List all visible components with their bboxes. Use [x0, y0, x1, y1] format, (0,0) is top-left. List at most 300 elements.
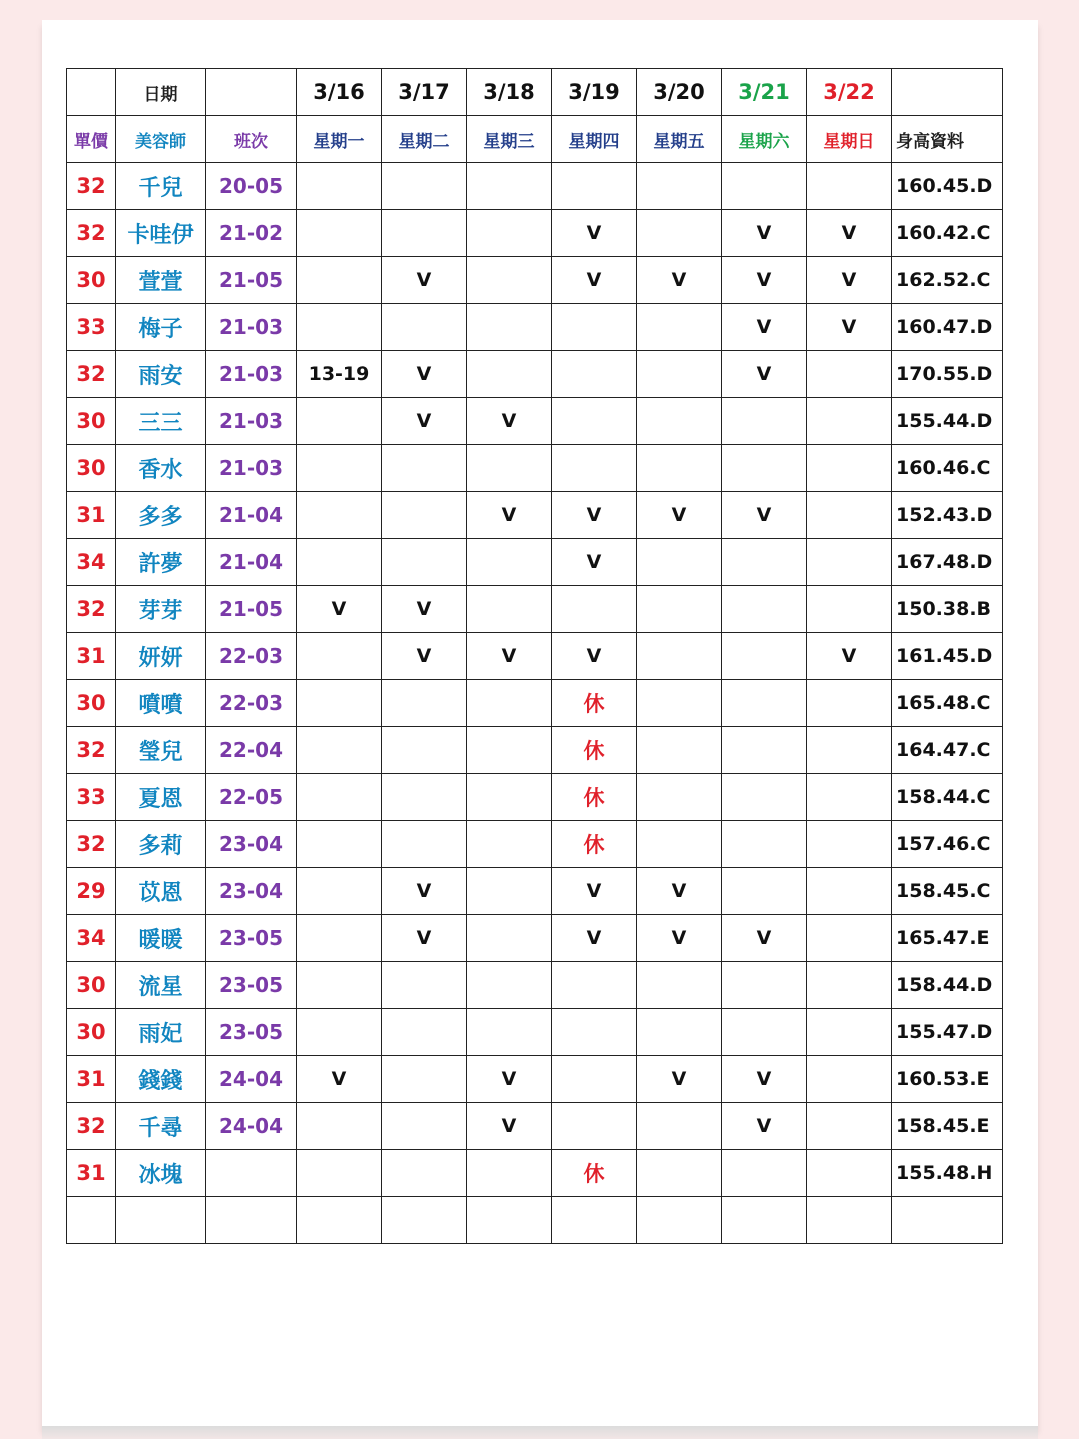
- beautician-name: 夏恩: [116, 774, 206, 821]
- day-cell: V: [382, 398, 467, 445]
- header-corner: [67, 69, 116, 116]
- day-cell: [467, 868, 552, 915]
- day-cell: [297, 774, 382, 821]
- day-cell: [807, 915, 892, 962]
- day-cell: V: [722, 304, 807, 351]
- day-cell: [807, 539, 892, 586]
- header-date-row: [67, 69, 1003, 116]
- price-cell: 31: [67, 1150, 116, 1197]
- height-cell: 165.48.C: [892, 680, 1003, 727]
- beautician-name: 千兒: [116, 163, 206, 210]
- day-cell: [552, 1009, 637, 1056]
- day-cell: [467, 586, 552, 633]
- day-cell: [297, 492, 382, 539]
- day-cell: [722, 586, 807, 633]
- day-cell: [807, 1056, 892, 1103]
- day-cell: [382, 1103, 467, 1150]
- day-cell: [722, 868, 807, 915]
- day-cell: V: [637, 1056, 722, 1103]
- day-cell: [637, 774, 722, 821]
- height-cell: 161.45.D: [892, 633, 1003, 680]
- weekday-sat: 星期六: [722, 116, 807, 163]
- day-cell: [467, 915, 552, 962]
- table-row: [67, 868, 1003, 915]
- day-cell: [382, 445, 467, 492]
- day-cell: [807, 163, 892, 210]
- weekday-thu: 星期四: [552, 116, 637, 163]
- height-cell: 158.44.D: [892, 962, 1003, 1009]
- day-cell: [382, 492, 467, 539]
- height-cell: 157.46.C: [892, 821, 1003, 868]
- height-cell: 155.44.D: [892, 398, 1003, 445]
- table-row: [67, 1103, 1003, 1150]
- day-cell: [382, 1056, 467, 1103]
- date-3-22: 3/22: [807, 69, 892, 116]
- shift-cell: [206, 1197, 297, 1244]
- date-label: 日期: [116, 69, 206, 116]
- day-cell: [637, 304, 722, 351]
- price-cell: 30: [67, 445, 116, 492]
- day-cell: V: [637, 492, 722, 539]
- beautician-name: 多莉: [116, 821, 206, 868]
- day-cell: V: [722, 1103, 807, 1150]
- height-cell: 155.48.H: [892, 1150, 1003, 1197]
- day-cell: [297, 962, 382, 1009]
- table-row: [67, 398, 1003, 445]
- price-cell: 30: [67, 257, 116, 304]
- day-cell: [297, 1150, 382, 1197]
- day-cell: [382, 680, 467, 727]
- day-cell: [722, 774, 807, 821]
- day-cell: V: [297, 1056, 382, 1103]
- table-row: [67, 163, 1003, 210]
- day-cell: [637, 1103, 722, 1150]
- day-cell: [637, 1009, 722, 1056]
- day-cell: [467, 304, 552, 351]
- price-cell: 31: [67, 1056, 116, 1103]
- price-cell: 32: [67, 210, 116, 257]
- table-row: [67, 539, 1003, 586]
- day-cell: 休: [552, 821, 637, 868]
- day-cell: [552, 586, 637, 633]
- day-cell: [722, 680, 807, 727]
- day-cell: V: [637, 257, 722, 304]
- sheet-shadow: [42, 1426, 1038, 1439]
- day-cell: [467, 962, 552, 1009]
- height-cell: 160.45.D: [892, 163, 1003, 210]
- day-cell: [637, 1197, 722, 1244]
- table-row: [67, 1056, 1003, 1103]
- day-cell: [807, 1150, 892, 1197]
- day-cell: V: [722, 351, 807, 398]
- height-cell: 160.53.E: [892, 1056, 1003, 1103]
- beautician-header: 美容師: [116, 116, 206, 163]
- beautician-name: 千尋: [116, 1103, 206, 1150]
- price-cell: 32: [67, 727, 116, 774]
- day-cell: [722, 539, 807, 586]
- day-cell: [297, 1009, 382, 1056]
- weekday-tue: 星期二: [382, 116, 467, 163]
- day-cell: [807, 586, 892, 633]
- day-cell: V: [552, 210, 637, 257]
- day-cell: [807, 962, 892, 1009]
- day-cell: [467, 1150, 552, 1197]
- day-cell: V: [722, 915, 807, 962]
- weekday-sun: 星期日: [807, 116, 892, 163]
- day-cell: [637, 633, 722, 680]
- height-cell: 152.43.D: [892, 492, 1003, 539]
- day-cell: [467, 821, 552, 868]
- day-cell: V: [382, 586, 467, 633]
- price-cell: 32: [67, 821, 116, 868]
- height-cell: 170.55.D: [892, 351, 1003, 398]
- day-cell: [807, 868, 892, 915]
- shift-cell: 21-05: [206, 257, 297, 304]
- shift-cell: 21-04: [206, 492, 297, 539]
- beautician-name: 冰塊: [116, 1150, 206, 1197]
- height-cell: 158.45.C: [892, 868, 1003, 915]
- table-row: [67, 1009, 1003, 1056]
- beautician-name: 萱萱: [116, 257, 206, 304]
- day-cell: [382, 1009, 467, 1056]
- table-row: [67, 727, 1003, 774]
- day-cell: V: [382, 633, 467, 680]
- height-cell: 155.47.D: [892, 1009, 1003, 1056]
- table-row: [67, 1197, 1003, 1244]
- day-cell: [807, 398, 892, 445]
- shift-header: 班次: [206, 116, 297, 163]
- date-3-19: 3/19: [552, 69, 637, 116]
- day-cell: 休: [552, 727, 637, 774]
- day-cell: V: [552, 257, 637, 304]
- day-cell: [297, 680, 382, 727]
- day-cell: V: [722, 210, 807, 257]
- shift-cell: 22-03: [206, 680, 297, 727]
- beautician-name: 錢錢: [116, 1056, 206, 1103]
- beautician-name: 妍妍: [116, 633, 206, 680]
- height-cell: 165.47.E: [892, 915, 1003, 962]
- day-cell: [382, 727, 467, 774]
- day-cell: V: [552, 633, 637, 680]
- weekday-wed: 星期三: [467, 116, 552, 163]
- day-cell: V: [552, 539, 637, 586]
- height-cell: 150.38.B: [892, 586, 1003, 633]
- price-cell: [67, 1197, 116, 1244]
- day-cell: [297, 210, 382, 257]
- day-cell: [467, 1197, 552, 1244]
- shift-cell: 22-04: [206, 727, 297, 774]
- shift-cell: 22-05: [206, 774, 297, 821]
- shift-cell: 22-03: [206, 633, 297, 680]
- day-cell: V: [297, 586, 382, 633]
- price-cell: 29: [67, 868, 116, 915]
- day-cell: [467, 1009, 552, 1056]
- day-cell: V: [722, 492, 807, 539]
- day-cell: [382, 210, 467, 257]
- table-row: [67, 962, 1003, 1009]
- price-cell: 32: [67, 586, 116, 633]
- day-cell: [467, 680, 552, 727]
- table-row: [67, 821, 1003, 868]
- table-row: [67, 633, 1003, 680]
- date-3-16: 3/16: [297, 69, 382, 116]
- day-cell: V: [552, 868, 637, 915]
- price-cell: 34: [67, 539, 116, 586]
- shift-cell: 20-05: [206, 163, 297, 210]
- height-cell: 160.46.C: [892, 445, 1003, 492]
- weekday-fri: 星期五: [637, 116, 722, 163]
- shift-cell: [206, 1150, 297, 1197]
- day-cell: 13-19: [297, 351, 382, 398]
- schedule-table: [66, 68, 1003, 1244]
- table-row: [67, 1150, 1003, 1197]
- price-cell: 31: [67, 633, 116, 680]
- day-cell: [552, 351, 637, 398]
- day-cell: [637, 539, 722, 586]
- shift-cell: 23-05: [206, 915, 297, 962]
- day-cell: [297, 539, 382, 586]
- day-cell: [382, 774, 467, 821]
- table-row: [67, 586, 1003, 633]
- shift-cell: 24-04: [206, 1056, 297, 1103]
- day-cell: [807, 1009, 892, 1056]
- day-cell: [807, 351, 892, 398]
- day-cell: [807, 1103, 892, 1150]
- day-cell: [807, 774, 892, 821]
- day-cell: [637, 680, 722, 727]
- day-cell: V: [382, 351, 467, 398]
- height-cell: 167.48.D: [892, 539, 1003, 586]
- price-cell: 33: [67, 304, 116, 351]
- day-cell: [637, 398, 722, 445]
- day-cell: [297, 868, 382, 915]
- day-cell: [382, 539, 467, 586]
- shift-cell: 21-04: [206, 539, 297, 586]
- day-cell: [637, 821, 722, 868]
- beautician-name: 流星: [116, 962, 206, 1009]
- header-empty: [206, 69, 297, 116]
- day-cell: [637, 1150, 722, 1197]
- day-cell: [297, 1103, 382, 1150]
- table-row: [67, 304, 1003, 351]
- day-cell: [467, 257, 552, 304]
- height-header: 身高資料: [892, 116, 1003, 163]
- date-3-21: 3/21: [722, 69, 807, 116]
- day-cell: [382, 304, 467, 351]
- price-cell: 30: [67, 680, 116, 727]
- height-cell: 164.47.C: [892, 727, 1003, 774]
- day-cell: [467, 210, 552, 257]
- day-cell: [297, 1197, 382, 1244]
- day-cell: [722, 1150, 807, 1197]
- day-cell: [297, 398, 382, 445]
- day-cell: [297, 163, 382, 210]
- day-cell: [807, 821, 892, 868]
- beautician-name: 雨安: [116, 351, 206, 398]
- day-cell: [807, 1197, 892, 1244]
- day-cell: [722, 398, 807, 445]
- day-cell: [637, 351, 722, 398]
- shift-cell: 21-05: [206, 586, 297, 633]
- shift-cell: 23-05: [206, 1009, 297, 1056]
- date-3-18: 3/18: [467, 69, 552, 116]
- day-cell: [722, 962, 807, 1009]
- day-cell: [637, 210, 722, 257]
- day-cell: [722, 445, 807, 492]
- weekday-mon: 星期一: [297, 116, 382, 163]
- day-cell: [722, 1009, 807, 1056]
- day-cell: V: [807, 210, 892, 257]
- day-cell: [722, 821, 807, 868]
- day-cell: [722, 1197, 807, 1244]
- day-cell: [382, 1197, 467, 1244]
- day-cell: V: [467, 492, 552, 539]
- day-cell: [297, 445, 382, 492]
- day-cell: [382, 962, 467, 1009]
- table-row: [67, 915, 1003, 962]
- day-cell: V: [552, 492, 637, 539]
- shift-cell: 23-04: [206, 868, 297, 915]
- day-cell: [552, 445, 637, 492]
- shift-cell: 23-05: [206, 962, 297, 1009]
- day-cell: [552, 1103, 637, 1150]
- day-cell: V: [467, 633, 552, 680]
- price-cell: 30: [67, 1009, 116, 1056]
- day-cell: V: [467, 1103, 552, 1150]
- day-cell: [807, 492, 892, 539]
- header-empty-right: [892, 69, 1003, 116]
- beautician-name: 許夢: [116, 539, 206, 586]
- day-cell: V: [467, 398, 552, 445]
- price-cell: 32: [67, 351, 116, 398]
- day-cell: [722, 727, 807, 774]
- beautician-name: 苡恩: [116, 868, 206, 915]
- header-label-row: [67, 116, 1003, 163]
- table-row: [67, 210, 1003, 257]
- day-cell: [297, 304, 382, 351]
- day-cell: V: [722, 257, 807, 304]
- day-cell: [467, 163, 552, 210]
- day-cell: [807, 445, 892, 492]
- day-cell: [722, 163, 807, 210]
- beautician-name: 卡哇伊: [116, 210, 206, 257]
- beautician-name: 梅子: [116, 304, 206, 351]
- day-cell: [637, 445, 722, 492]
- table-row: [67, 774, 1003, 821]
- day-cell: [297, 915, 382, 962]
- day-cell: V: [637, 915, 722, 962]
- day-cell: [552, 962, 637, 1009]
- price-cell: 30: [67, 962, 116, 1009]
- day-cell: [552, 1056, 637, 1103]
- height-cell: 158.45.E: [892, 1103, 1003, 1150]
- day-cell: [467, 539, 552, 586]
- day-cell: [637, 962, 722, 1009]
- day-cell: V: [382, 915, 467, 962]
- day-cell: [297, 633, 382, 680]
- day-cell: [552, 398, 637, 445]
- day-cell: [467, 351, 552, 398]
- table-row: [67, 680, 1003, 727]
- day-cell: [552, 1197, 637, 1244]
- day-cell: [297, 821, 382, 868]
- beautician-name: 瑩兒: [116, 727, 206, 774]
- price-header: 單價: [67, 116, 116, 163]
- day-cell: 休: [552, 1150, 637, 1197]
- day-cell: [637, 586, 722, 633]
- price-cell: 33: [67, 774, 116, 821]
- height-cell: 160.47.D: [892, 304, 1003, 351]
- beautician-name: 多多: [116, 492, 206, 539]
- table-row: [67, 492, 1003, 539]
- price-cell: 34: [67, 915, 116, 962]
- beautician-name: 暖暖: [116, 915, 206, 962]
- day-cell: V: [807, 304, 892, 351]
- price-cell: 31: [67, 492, 116, 539]
- height-cell: 162.52.C: [892, 257, 1003, 304]
- day-cell: V: [382, 868, 467, 915]
- day-cell: [467, 727, 552, 774]
- day-cell: [297, 727, 382, 774]
- day-cell: [382, 1150, 467, 1197]
- shift-cell: 21-03: [206, 351, 297, 398]
- price-cell: 32: [67, 163, 116, 210]
- shift-cell: 21-03: [206, 398, 297, 445]
- day-cell: [467, 774, 552, 821]
- day-cell: 休: [552, 774, 637, 821]
- day-cell: V: [807, 633, 892, 680]
- shift-cell: 21-02: [206, 210, 297, 257]
- table-row: [67, 257, 1003, 304]
- beautician-name: 噴噴: [116, 680, 206, 727]
- day-cell: [297, 257, 382, 304]
- day-cell: [382, 163, 467, 210]
- shift-cell: 24-04: [206, 1103, 297, 1150]
- date-3-17: 3/17: [382, 69, 467, 116]
- height-cell: 160.42.C: [892, 210, 1003, 257]
- shift-cell: 21-03: [206, 304, 297, 351]
- shift-cell: 21-03: [206, 445, 297, 492]
- day-cell: [807, 727, 892, 774]
- beautician-name: [116, 1197, 206, 1244]
- price-cell: 30: [67, 398, 116, 445]
- table-row: [67, 351, 1003, 398]
- day-cell: [467, 445, 552, 492]
- day-cell: V: [467, 1056, 552, 1103]
- price-cell: 32: [67, 1103, 116, 1150]
- day-cell: V: [382, 257, 467, 304]
- day-cell: [552, 163, 637, 210]
- shift-cell: 23-04: [206, 821, 297, 868]
- day-cell: 休: [552, 680, 637, 727]
- date-3-20: 3/20: [637, 69, 722, 116]
- table-row: [67, 445, 1003, 492]
- height-cell: 158.44.C: [892, 774, 1003, 821]
- day-cell: V: [722, 1056, 807, 1103]
- beautician-name: 三三: [116, 398, 206, 445]
- day-cell: V: [807, 257, 892, 304]
- beautician-name: 雨妃: [116, 1009, 206, 1056]
- beautician-name: 芽芽: [116, 586, 206, 633]
- day-cell: [637, 727, 722, 774]
- day-cell: [382, 821, 467, 868]
- day-cell: V: [637, 868, 722, 915]
- day-cell: [722, 633, 807, 680]
- day-cell: [637, 163, 722, 210]
- height-cell: [892, 1197, 1003, 1244]
- day-cell: V: [552, 915, 637, 962]
- day-cell: [807, 680, 892, 727]
